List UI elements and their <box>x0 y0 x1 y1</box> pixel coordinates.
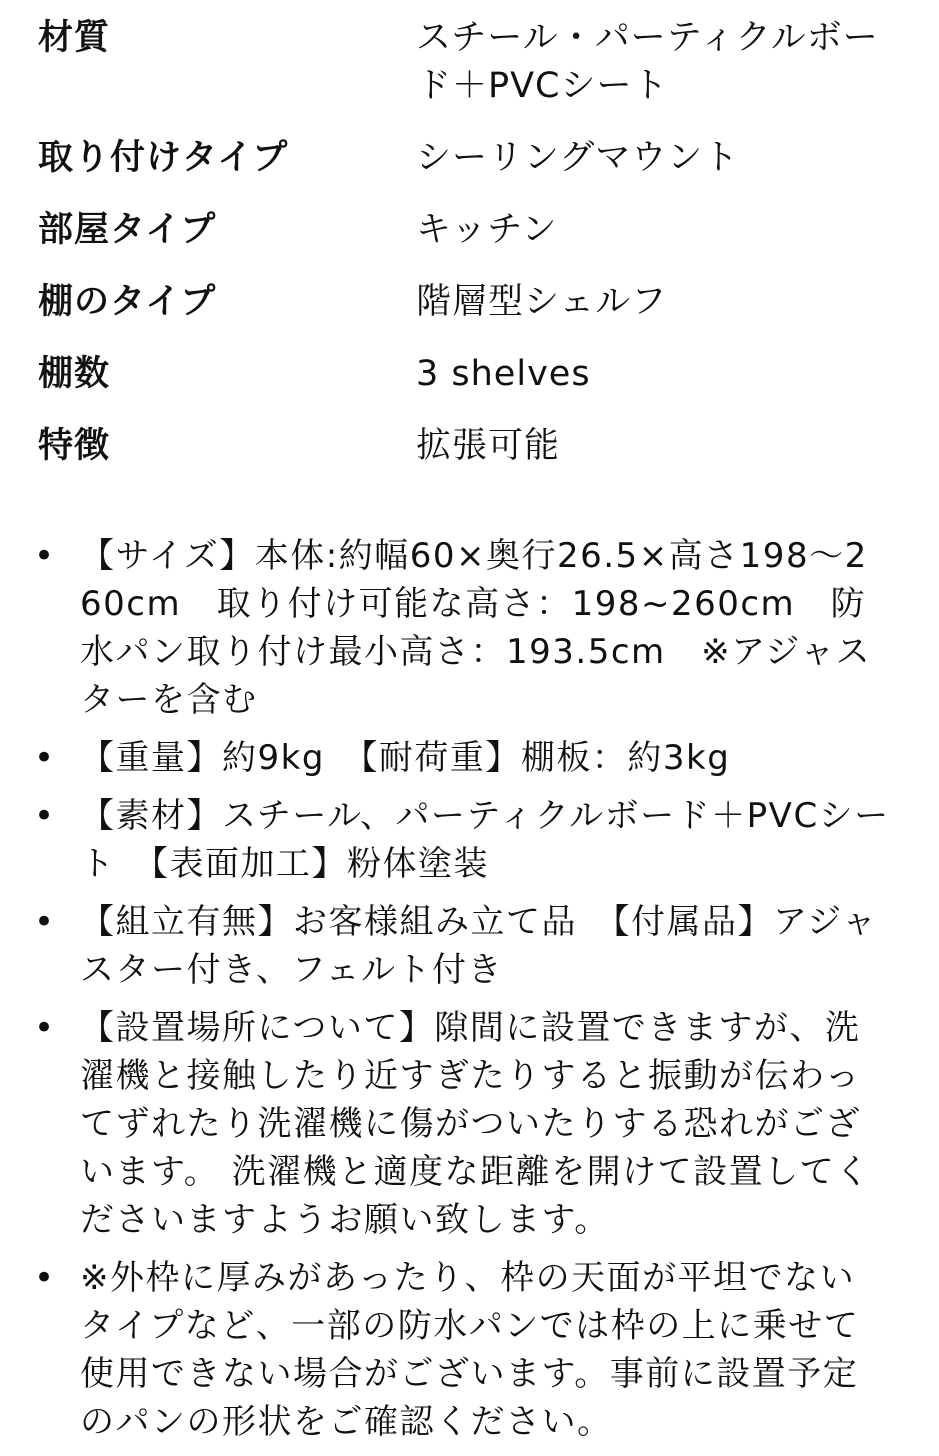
spec-value: シーリングマウント <box>416 138 740 178</box>
spec-value: 階層型シェルフ <box>416 282 668 322</box>
spec-row-room-type <box>38 206 908 254</box>
list-item <box>34 734 914 782</box>
list-item <box>34 532 914 724</box>
feature-bullet-list <box>34 532 914 1456</box>
spec-label: 棚数 <box>38 354 111 394</box>
bullet-dot-icon: • <box>34 1008 55 1048</box>
bullet-text: 【設置場所について】隙間に設置できますが、洗濯機と接触したり近すぎたりすると振動が伝わってずれたり洗濯機に傷がついたりする恐れがございます。 洗濯機と適度な距離を開けて設置してくださいますようお願い致します。 <box>80 1008 871 1240</box>
bullet-text: 【組立有無】お客様組み立て品 【付属品】アジャスター付き、フェルト付き <box>80 902 878 990</box>
spec-row-material <box>38 14 908 110</box>
list-item <box>34 898 914 994</box>
list-item <box>34 792 914 888</box>
spec-value: 3 shelves <box>416 354 591 394</box>
bullet-text: 【素材】スチール、パーティクルボード＋PVCシート 【表面加工】粉体塗装 <box>80 796 890 884</box>
list-item <box>34 1004 914 1244</box>
spec-label: 取り付けタイプ <box>38 138 289 178</box>
spec-label: 棚のタイプ <box>38 282 217 322</box>
bullet-dot-icon: • <box>34 902 55 942</box>
bullet-text: 【重量】約9kg 【耐荷重】棚板：約3kg <box>80 738 731 778</box>
bullet-dot-icon: • <box>34 1258 55 1298</box>
spec-row-shelf-type <box>38 278 908 326</box>
spec-row-features <box>38 422 908 470</box>
bullet-dot-icon: • <box>34 796 55 836</box>
spec-label: 材質 <box>38 18 111 58</box>
spec-row-mount-type <box>38 134 908 182</box>
spec-label: 特徴 <box>38 426 111 466</box>
spec-table <box>38 14 908 494</box>
spec-value: キッチン <box>416 210 558 250</box>
spec-row-shelf-count <box>38 350 908 398</box>
bullet-text: 【サイズ】本体:約幅60×奥行26.5×高さ198～260cm 取り付け可能な高さ：198~260cm 防水パン取り付け最小高さ：193.5cm ※アジャスターを含む <box>80 536 872 720</box>
bullet-dot-icon: • <box>34 536 55 576</box>
bullet-text: ※外枠に厚みがあったり、枠の天面が平坦でないタイプなど、一部の防水パンでは枠の上に乗せて使用できない場合がございます。事前に設置予定のパンの形状をご確認ください。 <box>80 1258 860 1442</box>
spec-value: スチール・パーティクルボード＋PVCシート <box>416 18 879 106</box>
bullet-dot-icon: • <box>34 738 55 778</box>
spec-value: 拡張可能 <box>416 426 561 466</box>
spec-label: 部屋タイプ <box>38 210 217 250</box>
list-item <box>34 1254 914 1446</box>
